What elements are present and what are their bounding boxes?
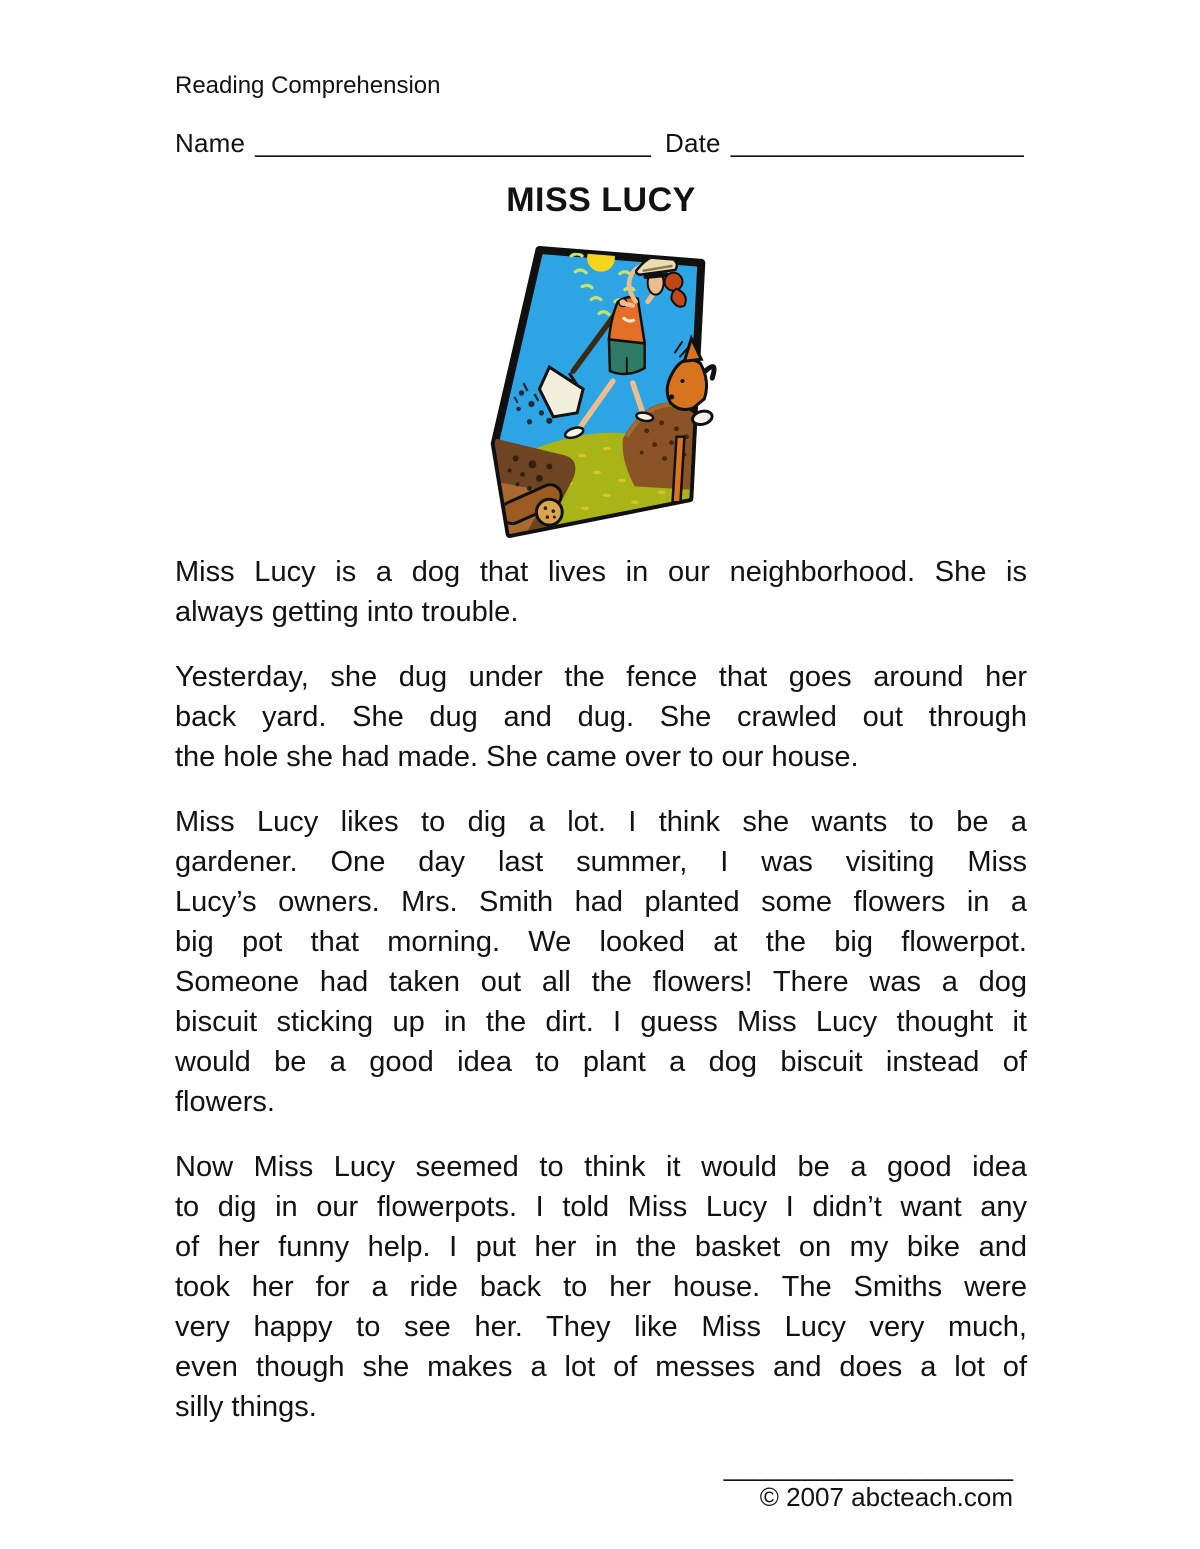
story-paragraph-1: Miss Lucy is a dog that lives in our neighborhood. She is always getting into trouble. <box>175 556 1027 628</box>
date-label: Date <box>664 128 721 158</box>
name-blank: ___________________________ <box>255 128 651 158</box>
date-blank: ____________________ <box>730 128 1024 158</box>
name-date-line <box>175 127 1027 159</box>
story-paragraph-4: Now Miss Lucy seemed to think it would be a good idea to dig in our flowerpots. I told Miss Lucy I didn’t want any of her funny help. I put her in the basket on my bike and took her for a ride back to her house. The Smiths were very happy to see her. They like Miss Lucy very much, even though she makes a lot of messes and does a lot of silly things. <box>175 1151 1027 1423</box>
worksheet-title: MISS LUCY <box>506 181 696 219</box>
story-text <box>175 552 1027 1427</box>
story-illustration <box>175 242 1027 538</box>
copyright: © 2007 abcteach.com <box>759 1482 1013 1512</box>
name-label: Name <box>175 128 246 158</box>
gardener-digging-with-dog-image <box>483 242 719 538</box>
worksheet-category-label: Reading Comprehension <box>175 72 441 99</box>
sun-icon <box>587 244 615 272</box>
footer-signature-line: ____________________ <box>723 1452 1013 1482</box>
story-paragraph-3: Miss Lucy likes to dig a lot. I think she wants to be a gardener. One day last summer, I was visiting Miss Lucy’s owners. Mrs. Smith had planted some flowers in a big pot that morning. We looked at the big flowerpot. Someone had taken out all the flowers! There was a dog biscuit sticking up in the dirt. I guess Miss Lucy thought it would be a good idea to plant a dog biscuit instead of flowers. <box>175 806 1027 1118</box>
footer <box>175 1452 1027 1512</box>
story-paragraph-2: Yesterday, she dug under the fence that goes around her back yard. She dug and dug. She crawled out through the hole she had made. She came over to our house. <box>175 661 1027 773</box>
